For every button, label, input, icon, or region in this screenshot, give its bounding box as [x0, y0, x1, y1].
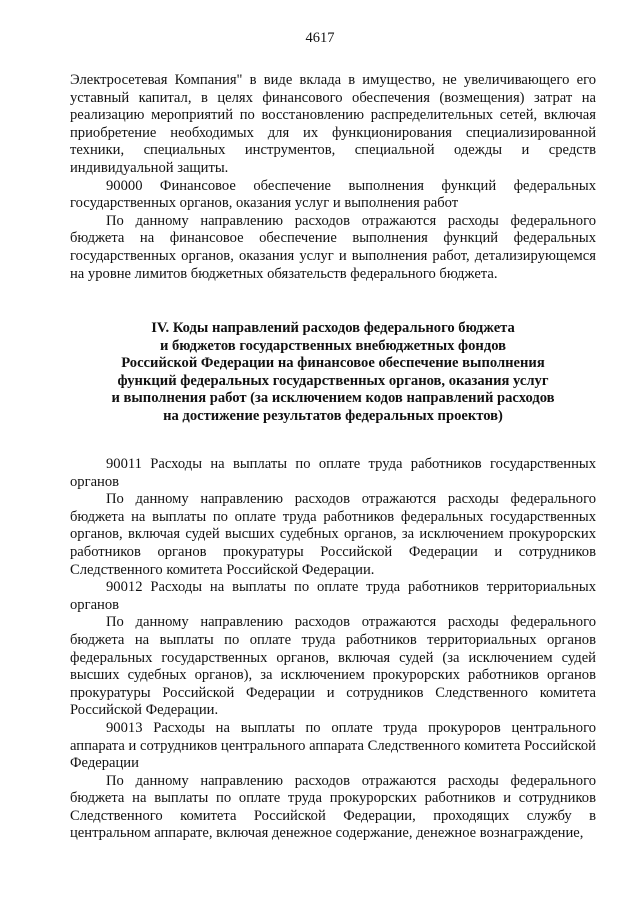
- paragraph: По данному направлению расходов отражаются расходы федерального бюджета на выплаты по оплате труда прокурорских работников и сотрудников Следственного комитета Российской Федерации, проходящих службу в центральном аппарате, включая денежное содержание, денежное вознаграждение,: [70, 772, 596, 842]
- heading-line: IV. Коды направлений расходов федерального бюджета: [151, 320, 515, 336]
- paragraph: По данному направлению расходов отражаются расходы федерального бюджета на выплаты по оплате труда работников территориальных органов федеральных государственных органов, включая судей (за исключением судей высших судебных органов), за исключением прокурорских работников органов прокуратуры Российской Федерации и сотрудников Следственного комитета Российской Федерации.: [70, 614, 596, 719]
- section-heading: [70, 320, 596, 426]
- paragraph: 90012 Расходы на выплаты по оплате труда работников территориальных органов: [70, 579, 596, 613]
- body-block-top: [70, 72, 596, 283]
- heading-line: на достижение результатов федеральных проектов): [163, 407, 503, 424]
- heading-line: и выполнения работ (за исключением кодов направлений расходов: [111, 390, 555, 407]
- paragraph: По данному направлению расходов отражаются расходы федерального бюджета на финансовое обеспечение выполнения функций федеральных государственных органов, оказания услуг и выполнения работ, детализирующемся на уровне лимитов бюджетных обязательств федерального бюджета.: [70, 212, 596, 282]
- heading-line: Российской Федерации на финансовое обеспечение выполнения: [121, 355, 545, 372]
- paragraph: По данному направлению расходов отражаются расходы федерального бюджета на выплаты по оплате труда работников федеральных государственных органов, включая судей высших судебных органов, за исключением прокурорских работников органов прокуратуры Российской Федерации и сотрудников Следственного комитета Российской Федерации.: [70, 491, 596, 578]
- heading-line: функций федеральных государственных органов, оказания услуг: [117, 372, 549, 389]
- paragraph: 90013 Расходы на выплаты по оплате труда прокуроров центрального аппарата и сотрудников центрального аппарата Следственного комитета Российской Федерации: [70, 719, 596, 772]
- heading-line: и бюджетов государственных внебюджетных фондов: [159, 337, 507, 354]
- paragraph: 90011 Расходы на выплаты по оплате труда работников государственных органов: [70, 456, 596, 490]
- paragraph: Электросетевая Компания" в виде вклада в имущество, не увеличивающего его уставный капитал, в целях финансового обеспечения (возмещения) затрат на реализацию мероприятий по восстановлению распределительных сетей, включая приобретение необходимых для их функционирования специализированной техники, специальных инструментов, специальной одежды и средств индивидуальной защиты.: [70, 72, 596, 176]
- page-number: 4617: [305, 30, 335, 46]
- paragraph: 90000 Финансовое обеспечение выполнения функций федеральных государственных органов, оказания услуг и выполнения работ: [70, 177, 596, 212]
- body-block-bottom: [70, 456, 596, 843]
